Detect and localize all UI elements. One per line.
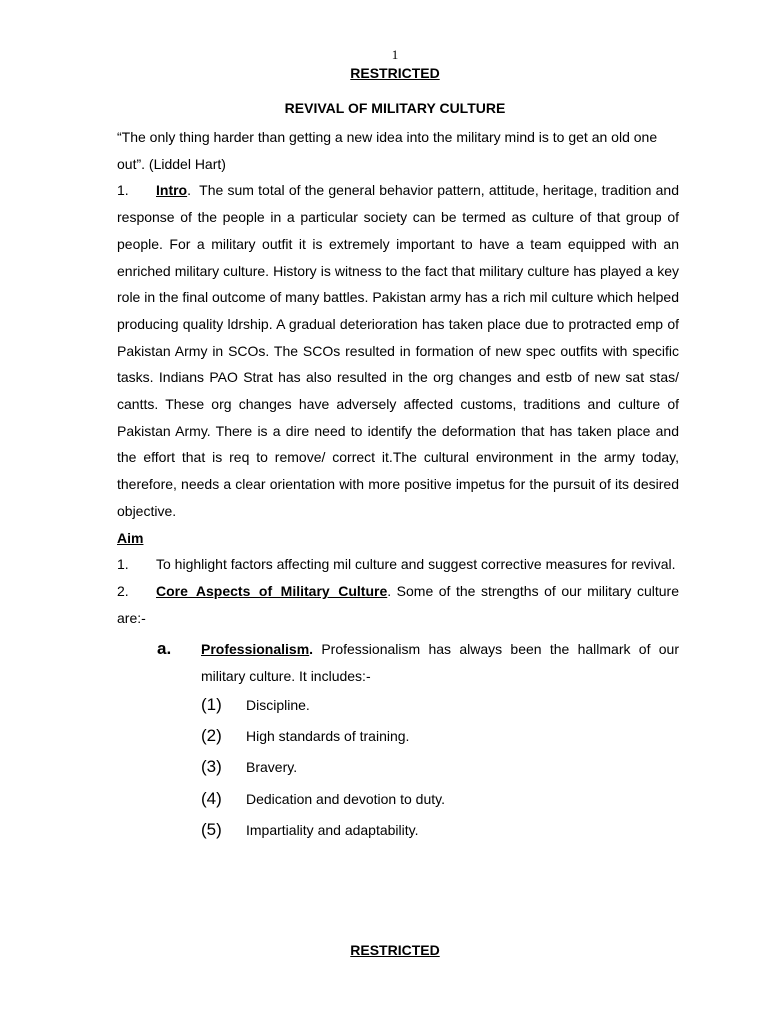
intro-heading: Intro <box>156 182 188 199</box>
classification-footer: RESTRICTED <box>350 942 440 958</box>
professionalism-heading-punct: . <box>309 641 314 658</box>
list-item-number: (1) <box>201 694 222 714</box>
professionalism-text: Professionalism has always been the hallmark of our military culture. It includes:- <box>201 641 679 685</box>
list-item-number: (5) <box>201 819 222 839</box>
intro-text: The sum total of the general behavior pattern, attitude, heritage, tradition and response of the people in a particular society can be termed as culture of that group of people. For a military outfit it is extremely important to have a team equipped with an enriched military culture. History is witness to the fact that military culture has played a key role in the final outcome of many battles. Pakistan army has a rich mil culture which helped producing quality ldrship. A gradual deterioration has taken place due to protracted emp of Pakistan Army in SCOs. The SCOs resulted in formation of new spec outfits with specific tasks. Indians PAO Strat has also resulted in the org changes and estb of new sat stas/ cantts. These org changes have adversely affected customs, traditions and culture of Pakistan Army. There is a dire need to identify the deformation that has taken place and the effort that is req to remove/ correct it.The cultural environment in the army today, therefore, needs a clear orientation with more positive impetus for the pursuit of its desired objective. <box>117 182 679 519</box>
professionalism-paragraph <box>201 636 679 689</box>
list-item <box>201 723 679 754</box>
professionalism-list <box>201 692 679 848</box>
core-heading: Core Aspects of Military Culture <box>156 582 388 599</box>
classification-header: RESTRICTED <box>350 65 440 81</box>
list-item <box>201 786 679 817</box>
opening-quote: “The only thing harder than getting a new idea into the military mind is to get an old one out”. (Liddel Hart) <box>117 129 658 172</box>
list-item <box>201 754 679 785</box>
professionalism-marker: a. <box>157 639 172 659</box>
aim-heading: Aim <box>117 529 144 546</box>
list-item <box>201 817 679 848</box>
intro-number: 1. <box>117 182 129 199</box>
intro-paragraph <box>117 177 679 524</box>
list-item-text: Dedication and devotion to duty. <box>246 790 445 807</box>
aim-number: 1. <box>117 556 129 573</box>
aim-text: To highlight factors affecting mil culture and suggest corrective measures for revival. <box>156 556 676 573</box>
intro-heading-punct: . <box>187 182 191 199</box>
list-item-number: (4) <box>201 788 222 808</box>
list-item-text: High standards of training. <box>246 728 410 745</box>
page-number: 1 <box>391 47 399 62</box>
professionalism-heading: Professionalism <box>201 641 310 658</box>
aim-heading-line <box>117 525 679 552</box>
core-text: . Some of the strengths of our military culture are:- <box>117 582 679 626</box>
professionalism-item <box>157 636 679 689</box>
list-item-text: Bravery. <box>246 759 298 776</box>
aim-paragraph <box>117 551 679 578</box>
core-number: 2. <box>117 582 129 599</box>
list-item-number: (2) <box>201 726 222 746</box>
core-paragraph <box>117 578 679 631</box>
document-title: REVIVAL OF MILITARY CULTURE <box>284 100 506 116</box>
list-item-text: Impartiality and adaptability. <box>246 821 419 838</box>
list-item-number: (3) <box>201 757 222 777</box>
list-item-text: Discipline. <box>246 696 310 713</box>
document-body <box>117 124 679 848</box>
list-item <box>201 692 679 723</box>
